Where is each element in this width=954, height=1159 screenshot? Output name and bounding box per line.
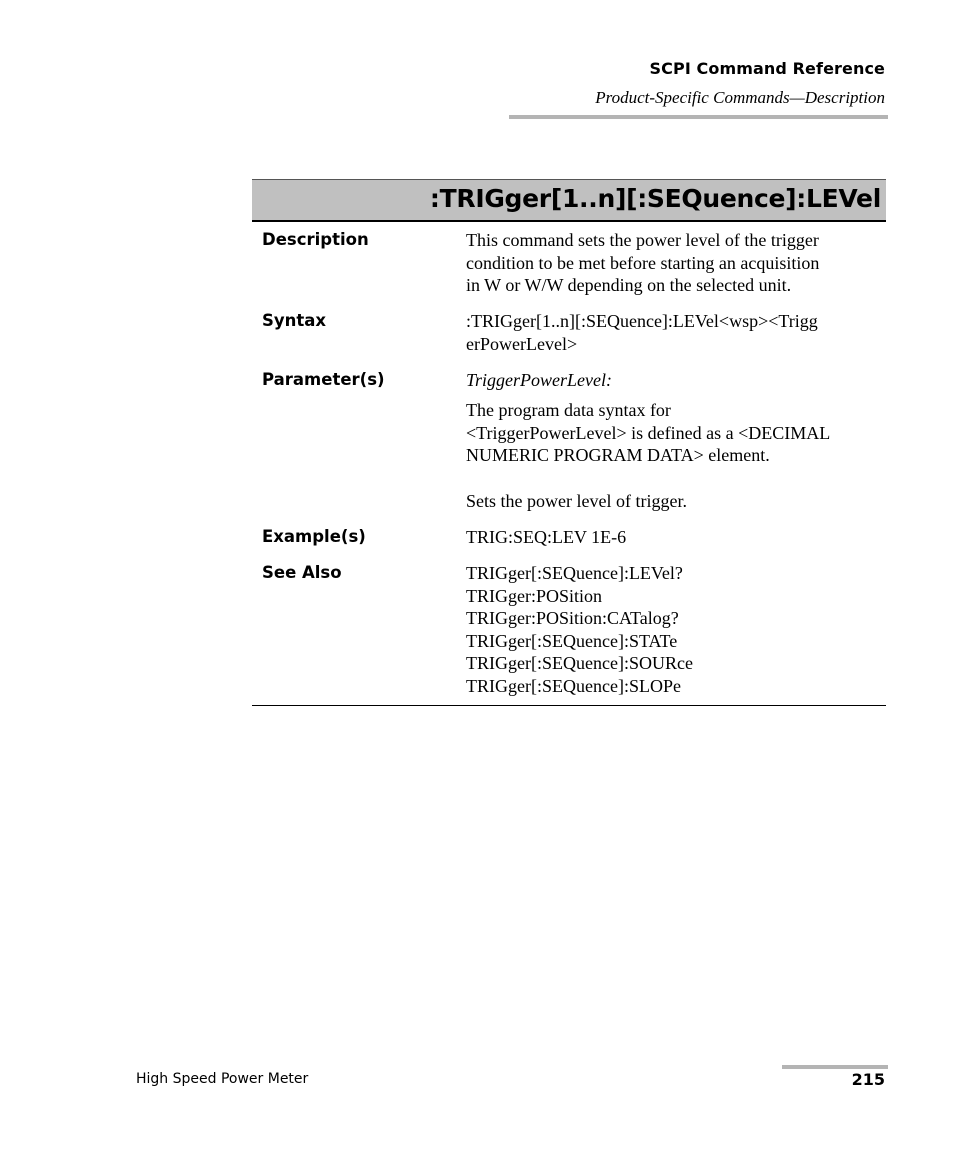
command-title-bar	[252, 179, 886, 222]
header-divider	[509, 115, 888, 119]
description-line: condition to be met before starting an acquisition	[466, 252, 820, 273]
parameter-line: The program data syntax for	[466, 400, 671, 420]
table-bottom-rule	[252, 705, 886, 706]
see-also-item: TRIGger[:SEQuence]:SLOPe	[466, 675, 681, 696]
syntax-line: erPowerLevel>	[466, 333, 578, 354]
syntax-label: Syntax	[262, 311, 327, 330]
running-header-subtitle: Product-Specific Commands—Description	[595, 88, 885, 107]
footer-divider	[782, 1065, 888, 1069]
example-line: TRIG:SEQ:LEV 1E-6	[466, 527, 627, 547]
parameter-name: TriggerPowerLevel:	[466, 370, 612, 390]
description-line: in W or W/W depending on the selected unit.	[466, 275, 792, 296]
parameters-label: Parameter(s)	[262, 370, 385, 389]
see-also-label: See Also	[262, 563, 342, 582]
see-also-item: TRIGger:POSition:CATalog?	[466, 608, 679, 629]
page-number: 215	[851, 1070, 885, 1089]
description-label: Description	[262, 230, 369, 249]
syntax-text	[466, 310, 886, 355]
parameter-description	[466, 399, 886, 467]
see-also-item: TRIGger[:SEQuence]:LEVel?	[466, 563, 683, 583]
command-title: :TRIGger[1..n][:SEQuence]:LEVel	[429, 184, 881, 213]
running-header-title: SCPI Command Reference	[649, 59, 885, 78]
syntax-line: :TRIGger[1..n][:SEQuence]:LEVel<wsp><Trigg	[466, 311, 818, 331]
see-also-list	[466, 562, 886, 698]
see-also-item: TRIGger[:SEQuence]:STATe	[466, 630, 678, 651]
parameter-line: NUMERIC PROGRAM DATA> element.	[466, 445, 770, 466]
examples-text	[466, 526, 886, 549]
examples-label: Example(s)	[262, 527, 366, 546]
description-text	[466, 229, 886, 297]
parameter-note: Sets the power level of trigger.	[466, 491, 687, 511]
description-line: This command sets the power level of the trigger	[466, 230, 819, 250]
see-also-item: TRIGger:POSition	[466, 585, 603, 606]
parameter-line: <TriggerPowerLevel> is defined as a <DECIMAL	[466, 422, 831, 443]
footer-product-name: High Speed Power Meter	[136, 1071, 309, 1087]
see-also-item: TRIGger[:SEQuence]:SOURce	[466, 653, 693, 674]
